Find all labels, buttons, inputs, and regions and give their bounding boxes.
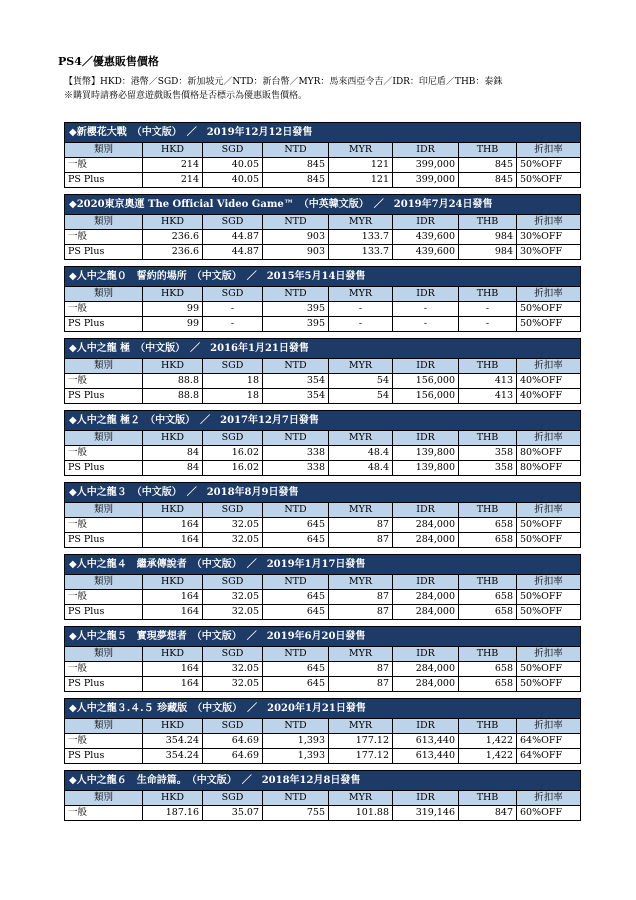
discount-cell: 50%OFF xyxy=(517,173,581,188)
column-header: THB xyxy=(459,503,517,518)
price-cell-thb: 984 xyxy=(459,230,517,245)
column-header: 類別 xyxy=(65,647,143,662)
discount-cell: 80%OFF xyxy=(517,446,581,461)
price-cell-thb: 413 xyxy=(459,389,517,404)
table-row xyxy=(65,533,581,548)
price-cell-myr: 177.12 xyxy=(329,734,393,749)
price-cell-myr: 54 xyxy=(329,389,393,404)
price-cell-myr: 54 xyxy=(329,374,393,389)
game-title: ◆人中之龍６ 生命詩篇。 （中文版） ／ 2018年12月8日發售 xyxy=(65,771,581,791)
plan-cell: 一般 xyxy=(65,302,143,317)
price-cell-hkd: 164 xyxy=(143,590,203,605)
plan-cell: 一般 xyxy=(65,806,143,821)
price-cell-myr: 48.4 xyxy=(329,461,393,476)
plan-cell: 一般 xyxy=(65,158,143,173)
page-header xyxy=(58,54,578,103)
price-cell-sgd: 32.05 xyxy=(203,605,263,620)
price-cell-ntd: 338 xyxy=(263,446,329,461)
price-cell-hkd: 214 xyxy=(143,158,203,173)
price-cell-ntd: 645 xyxy=(263,590,329,605)
column-header: HKD xyxy=(143,287,203,302)
price-cell-hkd: 236.6 xyxy=(143,245,203,260)
price-cell-idr: 613,440 xyxy=(393,734,459,749)
price-cell-sgd: 18 xyxy=(203,374,263,389)
column-header: THB xyxy=(459,791,517,806)
plan-cell: PS Plus xyxy=(65,245,143,260)
price-cell-myr: 87 xyxy=(329,533,393,548)
game-title: ◆人中之龍 極２ （中文版） ／ 2017年12月7日發售 xyxy=(65,411,581,431)
discount-cell: 50%OFF xyxy=(517,590,581,605)
game-title: ◆人中之龍３ （中文版） ／ 2018年8月9日發售 xyxy=(65,483,581,503)
column-header: 類別 xyxy=(65,791,143,806)
price-cell-thb: 413 xyxy=(459,374,517,389)
price-cell-ntd: 645 xyxy=(263,533,329,548)
column-header: SGD xyxy=(203,575,263,590)
column-header: IDR xyxy=(393,359,459,374)
plan-cell: 一般 xyxy=(65,230,143,245)
table-row xyxy=(65,590,581,605)
discount-cell: 30%OFF xyxy=(517,230,581,245)
price-cell-sgd: - xyxy=(203,302,263,317)
column-header: IDR xyxy=(393,575,459,590)
price-cell-ntd: 645 xyxy=(263,605,329,620)
price-cell-sgd: 44.87 xyxy=(203,230,263,245)
price-cell-hkd: 84 xyxy=(143,461,203,476)
price-cell-myr: 87 xyxy=(329,662,393,677)
table-row xyxy=(65,302,581,317)
column-header: HKD xyxy=(143,719,203,734)
price-cell-sgd: 32.05 xyxy=(203,662,263,677)
column-header: MYR xyxy=(329,503,393,518)
price-cell-ntd: 338 xyxy=(263,461,329,476)
table-row xyxy=(65,749,581,764)
game-title: ◆人中之龍 極 （中文版） ／ 2016年1月21日發售 xyxy=(65,339,581,359)
price-cell-ntd: 1,393 xyxy=(263,749,329,764)
price-cell-sgd: 32.05 xyxy=(203,677,263,692)
price-cell-thb: 845 xyxy=(459,158,517,173)
column-header: SGD xyxy=(203,215,263,230)
price-table xyxy=(64,770,581,821)
plan-cell: PS Plus xyxy=(65,389,143,404)
price-cell-hkd: 88.8 xyxy=(143,389,203,404)
page-title: PS4／優惠販售價格 xyxy=(58,55,159,68)
column-header: 類別 xyxy=(65,575,143,590)
discount-cell: 50%OFF xyxy=(517,302,581,317)
column-header: 類別 xyxy=(65,215,143,230)
column-header: MYR xyxy=(329,719,393,734)
column-header: HKD xyxy=(143,431,203,446)
column-header: NTD xyxy=(263,215,329,230)
price-cell-myr: 133.7 xyxy=(329,245,393,260)
column-header: SGD xyxy=(203,719,263,734)
column-header: NTD xyxy=(263,503,329,518)
price-cell-idr: - xyxy=(393,302,459,317)
table-row xyxy=(65,374,581,389)
price-cell-idr: 439,600 xyxy=(393,230,459,245)
price-cell-idr: 284,000 xyxy=(393,677,459,692)
game-title: ◆人中之龍０ 誓約的場所 （中文版） ／ 2015年5月14日發售 xyxy=(65,267,581,287)
column-header: IDR xyxy=(393,647,459,662)
price-cell-idr: 613,440 xyxy=(393,749,459,764)
column-header: IDR xyxy=(393,791,459,806)
column-header: 折扣率 xyxy=(517,359,581,374)
table-row xyxy=(65,662,581,677)
plan-cell: PS Plus xyxy=(65,173,143,188)
discount-cell: 60%OFF xyxy=(517,806,581,821)
table-row xyxy=(65,461,581,476)
column-header: 折扣率 xyxy=(517,503,581,518)
column-header: MYR xyxy=(329,647,393,662)
column-header: THB xyxy=(459,215,517,230)
price-cell-hkd: 88.8 xyxy=(143,374,203,389)
column-header: HKD xyxy=(143,791,203,806)
price-table xyxy=(64,554,581,620)
price-cell-ntd: 395 xyxy=(263,317,329,332)
price-cell-sgd: 35.07 xyxy=(203,806,263,821)
plan-cell: 一般 xyxy=(65,446,143,461)
price-cell-ntd: 903 xyxy=(263,245,329,260)
column-header: MYR xyxy=(329,143,393,158)
discount-cell: 80%OFF xyxy=(517,461,581,476)
column-header: NTD xyxy=(263,575,329,590)
column-header: THB xyxy=(459,431,517,446)
price-cell-sgd: 40.05 xyxy=(203,158,263,173)
price-cell-thb: 1,422 xyxy=(459,749,517,764)
column-header: IDR xyxy=(393,143,459,158)
discount-cell: 50%OFF xyxy=(517,533,581,548)
column-header: SGD xyxy=(203,791,263,806)
plan-cell: PS Plus xyxy=(65,461,143,476)
price-cell-myr: 121 xyxy=(329,158,393,173)
plan-cell: 一般 xyxy=(65,518,143,533)
game-title: ◆人中之龍３.４.５ 珍藏版 （中文版） ／ 2020年1月21日發售 xyxy=(65,699,581,719)
table-row xyxy=(65,605,581,620)
column-header: THB xyxy=(459,359,517,374)
price-table xyxy=(64,194,581,260)
price-cell-ntd: 645 xyxy=(263,662,329,677)
price-cell-idr: 284,000 xyxy=(393,662,459,677)
plan-cell: PS Plus xyxy=(65,749,143,764)
price-cell-thb: 658 xyxy=(459,590,517,605)
price-table xyxy=(64,266,581,332)
table-row xyxy=(65,446,581,461)
price-cell-ntd: 354 xyxy=(263,389,329,404)
column-header: 類別 xyxy=(65,359,143,374)
plan-cell: 一般 xyxy=(65,374,143,389)
discount-cell: 50%OFF xyxy=(517,317,581,332)
table-row xyxy=(65,173,581,188)
column-header: 類別 xyxy=(65,287,143,302)
game-title: ◆新櫻花大戰 （中文版） ／ 2019年12月12日發售 xyxy=(65,123,581,143)
price-cell-idr: 156,000 xyxy=(393,374,459,389)
price-cell-sgd: 64.69 xyxy=(203,749,263,764)
discount-cell: 64%OFF xyxy=(517,749,581,764)
price-cell-myr: 87 xyxy=(329,518,393,533)
column-header: 折扣率 xyxy=(517,647,581,662)
price-cell-thb: 658 xyxy=(459,533,517,548)
price-cell-hkd: 164 xyxy=(143,605,203,620)
column-header: 類別 xyxy=(65,143,143,158)
table-row xyxy=(65,677,581,692)
column-header: HKD xyxy=(143,215,203,230)
price-cell-ntd: 645 xyxy=(263,677,329,692)
price-cell-thb: 358 xyxy=(459,446,517,461)
price-cell-myr: - xyxy=(329,302,393,317)
price-cell-myr: 121 xyxy=(329,173,393,188)
column-header: NTD xyxy=(263,359,329,374)
purchase-notice: ※購買時請務必留意遊戲販售價格是否標示為優惠販售價格。 xyxy=(64,91,308,101)
table-row xyxy=(65,317,581,332)
table-row xyxy=(65,518,581,533)
price-cell-thb: - xyxy=(459,317,517,332)
price-cell-sgd: 64.69 xyxy=(203,734,263,749)
price-cell-sgd: 44.87 xyxy=(203,245,263,260)
price-cell-ntd: 845 xyxy=(263,173,329,188)
column-header: 類別 xyxy=(65,719,143,734)
price-cell-ntd: 755 xyxy=(263,806,329,821)
price-cell-thb: 845 xyxy=(459,173,517,188)
price-cell-myr: 48.4 xyxy=(329,446,393,461)
price-cell-ntd: 1,393 xyxy=(263,734,329,749)
price-cell-idr: 139,800 xyxy=(393,461,459,476)
column-header: 折扣率 xyxy=(517,719,581,734)
price-cell-hkd: 354.24 xyxy=(143,734,203,749)
plan-cell: PS Plus xyxy=(65,533,143,548)
price-cell-idr: 439,600 xyxy=(393,245,459,260)
column-header: NTD xyxy=(263,791,329,806)
column-header: IDR xyxy=(393,215,459,230)
price-cell-sgd: 40.05 xyxy=(203,173,263,188)
column-header: HKD xyxy=(143,359,203,374)
price-cell-hkd: 214 xyxy=(143,173,203,188)
column-header: THB xyxy=(459,575,517,590)
price-cell-thb: 358 xyxy=(459,461,517,476)
price-cell-idr: 284,000 xyxy=(393,590,459,605)
price-cell-sgd: 16.02 xyxy=(203,446,263,461)
price-table xyxy=(64,410,581,476)
price-cell-hkd: 164 xyxy=(143,677,203,692)
price-cell-idr: 156,000 xyxy=(393,389,459,404)
price-cell-hkd: 99 xyxy=(143,317,203,332)
table-row xyxy=(65,158,581,173)
column-header: THB xyxy=(459,143,517,158)
column-header: MYR xyxy=(329,575,393,590)
price-table xyxy=(64,626,581,692)
discount-cell: 50%OFF xyxy=(517,605,581,620)
price-cell-hkd: 164 xyxy=(143,533,203,548)
price-tables xyxy=(64,122,580,827)
column-header: THB xyxy=(459,647,517,662)
price-cell-idr: 319,146 xyxy=(393,806,459,821)
table-row xyxy=(65,734,581,749)
column-header: IDR xyxy=(393,503,459,518)
column-header: IDR xyxy=(393,719,459,734)
discount-cell: 64%OFF xyxy=(517,734,581,749)
column-header: MYR xyxy=(329,359,393,374)
price-cell-idr: 399,000 xyxy=(393,173,459,188)
price-cell-thb: 984 xyxy=(459,245,517,260)
column-header: 折扣率 xyxy=(517,287,581,302)
plan-cell: 一般 xyxy=(65,734,143,749)
column-header: 折扣率 xyxy=(517,431,581,446)
discount-cell: 30%OFF xyxy=(517,245,581,260)
column-header: MYR xyxy=(329,287,393,302)
column-header: THB xyxy=(459,719,517,734)
price-cell-myr: - xyxy=(329,317,393,332)
column-header: MYR xyxy=(329,431,393,446)
price-cell-hkd: 99 xyxy=(143,302,203,317)
column-header: NTD xyxy=(263,287,329,302)
column-header: MYR xyxy=(329,215,393,230)
discount-cell: 40%OFF xyxy=(517,374,581,389)
price-cell-myr: 87 xyxy=(329,677,393,692)
column-header: NTD xyxy=(263,431,329,446)
discount-cell: 40%OFF xyxy=(517,389,581,404)
column-header: SGD xyxy=(203,143,263,158)
table-row xyxy=(65,806,581,821)
price-cell-hkd: 236.6 xyxy=(143,230,203,245)
column-header: THB xyxy=(459,287,517,302)
price-cell-idr: 139,800 xyxy=(393,446,459,461)
price-table xyxy=(64,338,581,404)
table-row xyxy=(65,245,581,260)
game-title: ◆人中之龍４ 繼承傳說者 （中文版） ／ 2019年1月17日發售 xyxy=(65,555,581,575)
price-cell-thb: 658 xyxy=(459,677,517,692)
price-cell-hkd: 84 xyxy=(143,446,203,461)
price-cell-myr: 133.7 xyxy=(329,230,393,245)
price-cell-idr: 399,000 xyxy=(393,158,459,173)
price-table xyxy=(64,122,581,188)
price-cell-sgd: 16.02 xyxy=(203,461,263,476)
column-header: HKD xyxy=(143,143,203,158)
column-header: NTD xyxy=(263,719,329,734)
plan-cell: 一般 xyxy=(65,662,143,677)
column-header: 折扣率 xyxy=(517,575,581,590)
price-cell-myr: 101.88 xyxy=(329,806,393,821)
column-header: 折扣率 xyxy=(517,215,581,230)
price-table xyxy=(64,482,581,548)
column-header: IDR xyxy=(393,287,459,302)
column-header: NTD xyxy=(263,143,329,158)
price-cell-thb: 658 xyxy=(459,662,517,677)
discount-cell: 50%OFF xyxy=(517,662,581,677)
price-cell-ntd: 354 xyxy=(263,374,329,389)
column-header: SGD xyxy=(203,503,263,518)
price-table xyxy=(64,698,581,764)
plan-cell: PS Plus xyxy=(65,317,143,332)
column-header: 折扣率 xyxy=(517,143,581,158)
column-header: HKD xyxy=(143,647,203,662)
column-header: SGD xyxy=(203,647,263,662)
column-header: 類別 xyxy=(65,503,143,518)
column-header: HKD xyxy=(143,503,203,518)
discount-cell: 50%OFF xyxy=(517,158,581,173)
price-cell-hkd: 354.24 xyxy=(143,749,203,764)
table-row xyxy=(65,389,581,404)
price-cell-thb: 658 xyxy=(459,605,517,620)
price-cell-thb: 847 xyxy=(459,806,517,821)
price-cell-myr: 87 xyxy=(329,590,393,605)
game-title: ◆人中之龍５ 實現夢想者 （中文版） ／ 2019年6月20日發售 xyxy=(65,627,581,647)
plan-cell: PS Plus xyxy=(65,677,143,692)
column-header: MYR xyxy=(329,791,393,806)
column-header: IDR xyxy=(393,431,459,446)
column-header: 類別 xyxy=(65,431,143,446)
price-cell-thb: 658 xyxy=(459,518,517,533)
price-cell-myr: 177.12 xyxy=(329,749,393,764)
price-cell-thb: 1,422 xyxy=(459,734,517,749)
price-cell-sgd: 32.05 xyxy=(203,518,263,533)
plan-cell: 一般 xyxy=(65,590,143,605)
price-cell-thb: - xyxy=(459,302,517,317)
price-cell-sgd: - xyxy=(203,317,263,332)
price-cell-sgd: 18 xyxy=(203,389,263,404)
price-cell-ntd: 903 xyxy=(263,230,329,245)
column-header: 折扣率 xyxy=(517,791,581,806)
price-cell-hkd: 164 xyxy=(143,662,203,677)
price-cell-idr: 284,000 xyxy=(393,518,459,533)
game-title: ◆2020東京奧運 The Official Video Game™ （中英韓文版） ／ 2019年7月24日發售 xyxy=(65,195,581,215)
plan-cell: PS Plus xyxy=(65,605,143,620)
discount-cell: 50%OFF xyxy=(517,677,581,692)
table-row xyxy=(65,230,581,245)
column-header: HKD xyxy=(143,575,203,590)
price-cell-idr: 284,000 xyxy=(393,533,459,548)
price-cell-ntd: 845 xyxy=(263,158,329,173)
price-cell-ntd: 395 xyxy=(263,302,329,317)
price-cell-ntd: 645 xyxy=(263,518,329,533)
column-header: NTD xyxy=(263,647,329,662)
price-cell-hkd: 187.16 xyxy=(143,806,203,821)
price-cell-sgd: 32.05 xyxy=(203,590,263,605)
currency-legend: 【貨幣】HKD：港幣／SGD：新加坡元／NTD：新台幣／MYR：馬來西亞令吉／IDR：印尼盾／THB：泰銖 xyxy=(64,77,503,87)
column-header: SGD xyxy=(203,359,263,374)
discount-cell: 50%OFF xyxy=(517,518,581,533)
column-header: SGD xyxy=(203,287,263,302)
price-cell-idr: 284,000 xyxy=(393,605,459,620)
price-cell-idr: - xyxy=(393,317,459,332)
price-cell-hkd: 164 xyxy=(143,518,203,533)
column-header: SGD xyxy=(203,431,263,446)
price-cell-myr: 87 xyxy=(329,605,393,620)
price-cell-sgd: 32.05 xyxy=(203,533,263,548)
